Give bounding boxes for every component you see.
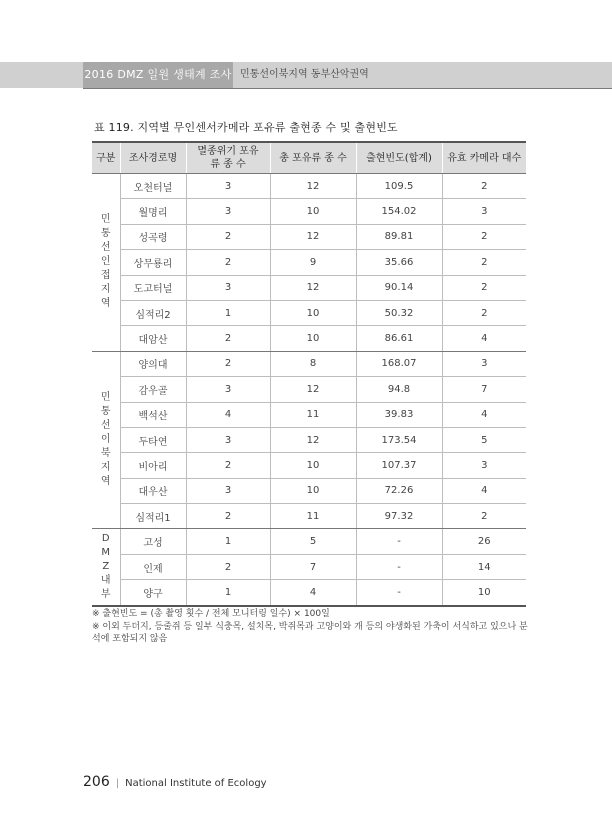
col-header-frequency: 출현빈도(합계) — [356, 142, 442, 174]
route-cell: 상무룡리 — [120, 250, 186, 275]
col-header-route: 조사경로명 — [120, 142, 186, 174]
route-cell: 대암산 — [120, 326, 186, 351]
frequency-cell: 89.81 — [356, 224, 442, 249]
total-cell: 11 — [270, 402, 356, 427]
cameras-cell: 4 — [442, 478, 526, 503]
note-frequency: ※ 출현빈도 = (총 촬영 횟수 / 전체 모니터링 일수) × 100일 — [92, 609, 330, 619]
total-cell: 12 — [270, 174, 356, 199]
table-row — [92, 275, 526, 300]
frequency-cell: 72.26 — [356, 478, 442, 503]
frequency-cell: 39.83 — [356, 402, 442, 427]
total-cell: 10 — [270, 199, 356, 224]
table-row — [92, 529, 526, 554]
publisher-name: National Institute of Ecology — [125, 778, 267, 789]
route-cell: 두타연 — [120, 427, 186, 452]
page-number: 206 — [83, 774, 110, 790]
frequency-cell: 35.66 — [356, 250, 442, 275]
group-label-cell — [92, 174, 120, 352]
total-cell: 12 — [270, 427, 356, 452]
route-cell: 양구 — [120, 580, 186, 606]
total-cell: 12 — [270, 377, 356, 402]
cameras-cell: 2 — [442, 300, 526, 325]
frequency-cell: - — [356, 554, 442, 579]
route-cell: 비아리 — [120, 453, 186, 478]
cameras-cell: 2 — [442, 250, 526, 275]
route-cell: 오천터널 — [120, 174, 186, 199]
endangered-cell: 1 — [186, 580, 270, 606]
cameras-cell: 5 — [442, 427, 526, 452]
total-cell: 5 — [270, 529, 356, 554]
total-cell: 8 — [270, 351, 356, 376]
total-cell: 10 — [270, 326, 356, 351]
col-header-endangered-text: 멸종위기 포유류 종 수 — [197, 146, 259, 170]
endangered-cell: 3 — [186, 174, 270, 199]
header-rule — [83, 88, 612, 89]
total-cell: 12 — [270, 224, 356, 249]
table-row — [92, 174, 526, 199]
frequency-cell: 107.37 — [356, 453, 442, 478]
col-header-category: 구분 — [92, 142, 120, 174]
table-row — [92, 326, 526, 351]
route-cell: 성곡령 — [120, 224, 186, 249]
total-cell: 10 — [270, 453, 356, 478]
table-row — [92, 504, 526, 529]
mammal-table — [92, 141, 526, 607]
cameras-cell: 4 — [442, 402, 526, 427]
cameras-cell: 3 — [442, 199, 526, 224]
total-cell: 10 — [270, 300, 356, 325]
table-row — [92, 580, 526, 606]
running-header-section: 민통선이북지역 동부산악권역 — [240, 69, 369, 80]
group-label-cell — [92, 529, 120, 606]
col-header-cameras: 유효 카메라 대수 — [442, 142, 526, 174]
endangered-cell: 2 — [186, 224, 270, 249]
endangered-cell: 2 — [186, 554, 270, 579]
endangered-cell: 1 — [186, 300, 270, 325]
table-row — [92, 300, 526, 325]
route-cell: 감우골 — [120, 377, 186, 402]
cameras-cell: 2 — [442, 275, 526, 300]
total-cell: 4 — [270, 580, 356, 606]
group-label-cell — [92, 351, 120, 529]
route-cell: 고성 — [120, 529, 186, 554]
cameras-cell: 2 — [442, 224, 526, 249]
route-cell: 도고터널 — [120, 275, 186, 300]
cameras-cell: 4 — [442, 326, 526, 351]
endangered-cell: 3 — [186, 199, 270, 224]
table-header-row — [92, 142, 526, 174]
table-row — [92, 402, 526, 427]
frequency-cell: 90.14 — [356, 275, 442, 300]
endangered-cell: 3 — [186, 427, 270, 452]
col-header-endangered — [186, 142, 270, 174]
group-label: 민통선이북지역 — [100, 392, 111, 488]
total-cell: 12 — [270, 275, 356, 300]
endangered-cell: 1 — [186, 529, 270, 554]
table-caption: 표 119. 지역별 무인센서카메라 포유류 출현종 수 및 출현빈도 — [94, 121, 398, 134]
route-cell: 심적리1 — [120, 504, 186, 529]
table-row — [92, 478, 526, 503]
route-cell: 양의대 — [120, 351, 186, 376]
group-label: 민통선인접지역 — [100, 214, 111, 310]
route-cell: 월명리 — [120, 199, 186, 224]
cameras-cell: 3 — [442, 351, 526, 376]
endangered-cell: 4 — [186, 402, 270, 427]
route-cell: 대우산 — [120, 478, 186, 503]
cameras-cell: 7 — [442, 377, 526, 402]
table-row — [92, 250, 526, 275]
frequency-cell: 86.61 — [356, 326, 442, 351]
frequency-cell: 173.54 — [356, 427, 442, 452]
footer-separator: | — [115, 778, 120, 789]
route-cell: 심적리2 — [120, 300, 186, 325]
endangered-cell: 3 — [186, 377, 270, 402]
frequency-cell: - — [356, 580, 442, 606]
frequency-cell: 94.8 — [356, 377, 442, 402]
cameras-cell: 26 — [442, 529, 526, 554]
route-cell: 백석산 — [120, 402, 186, 427]
table-row — [92, 377, 526, 402]
cameras-cell: 14 — [442, 554, 526, 579]
endangered-cell: 3 — [186, 275, 270, 300]
endangered-cell: 3 — [186, 478, 270, 503]
total-cell: 11 — [270, 504, 356, 529]
endangered-cell: 2 — [186, 250, 270, 275]
total-cell: 7 — [270, 554, 356, 579]
running-header-title: 2016 DMZ 일원 생태계 조사 — [83, 62, 233, 88]
note-excluded: ※ 이외 두더지, 등줄쥐 등 일부 식충목, 설치목, 박쥐목과 고양이와 개 등의 야생화된 가축이 서식하고 있으나 분석에 포함되지 않음 — [92, 622, 528, 644]
route-cell: 인제 — [120, 554, 186, 579]
endangered-cell: 2 — [186, 453, 270, 478]
page-footer — [83, 774, 267, 790]
table-row — [92, 224, 526, 249]
frequency-cell: 168.07 — [356, 351, 442, 376]
endangered-cell: 2 — [186, 351, 270, 376]
group-label: DMZ내부 — [100, 533, 111, 601]
cameras-cell: 2 — [442, 504, 526, 529]
frequency-cell: - — [356, 529, 442, 554]
table-row — [92, 351, 526, 376]
total-cell: 10 — [270, 478, 356, 503]
frequency-cell: 97.32 — [356, 504, 442, 529]
endangered-cell: 2 — [186, 504, 270, 529]
frequency-cell: 50.32 — [356, 300, 442, 325]
col-header-total: 총 포유류 종 수 — [270, 142, 356, 174]
table-row — [92, 554, 526, 579]
cameras-cell: 10 — [442, 580, 526, 606]
endangered-cell: 2 — [186, 326, 270, 351]
table-row — [92, 453, 526, 478]
total-cell: 9 — [270, 250, 356, 275]
frequency-cell: 109.5 — [356, 174, 442, 199]
cameras-cell: 3 — [442, 453, 526, 478]
table-row — [92, 427, 526, 452]
cameras-cell: 2 — [442, 174, 526, 199]
frequency-cell: 154.02 — [356, 199, 442, 224]
table-row — [92, 199, 526, 224]
